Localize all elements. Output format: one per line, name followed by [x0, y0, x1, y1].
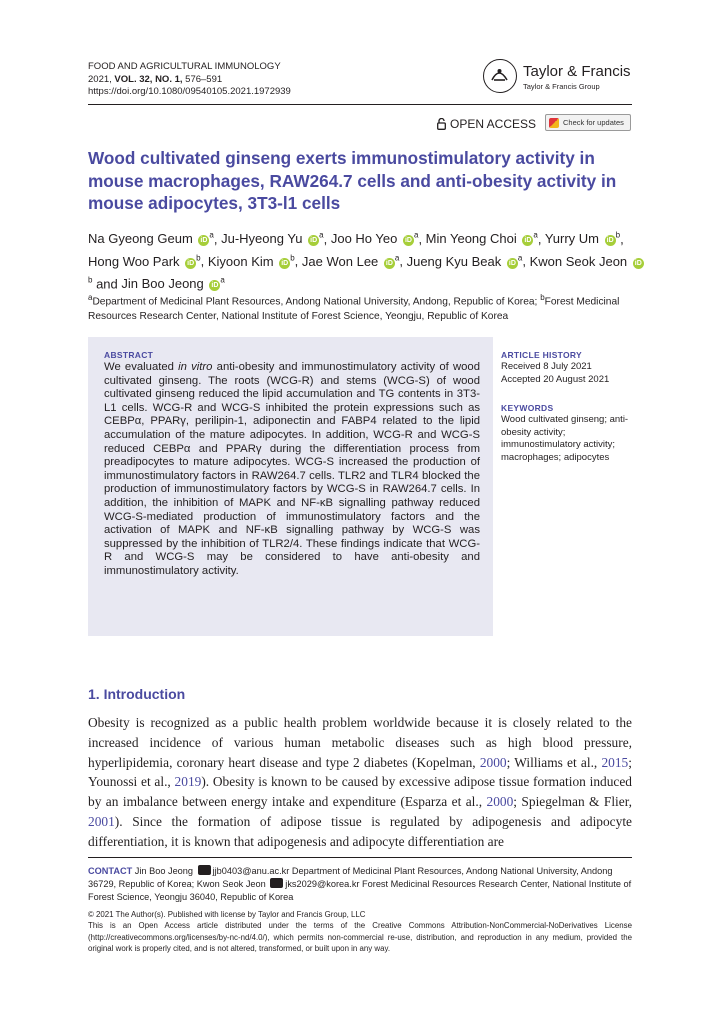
- author-name: Jae Won Lee: [301, 253, 379, 269]
- author-affiliation-mark: a: [533, 231, 538, 240]
- header-divider: [88, 104, 632, 105]
- author-name: Kiyoon Kim: [207, 253, 274, 269]
- citation-link[interactable]: 2000: [479, 754, 507, 770]
- author: [208, 254, 295, 269]
- contact-label: CONTACT: [88, 866, 133, 876]
- intro-paragraph: Obesity is recognized as a public health problem worldwide because it is closely related to the increased incidence of various human metabolic diseases such as high blood pressure, hyperlipidemia, coronary heart disease and type 2 diabetes (Kopelman, 2000; Williams et al., 2015; Younossi et al., 2019). Obesity is known to be caused by excessive adipose tissue formation induced by an imbalance between energy intake and expenditure (Esparza et al., 2000; Spiegelman & Flier, 2001). Since the formation of adipose tissue is regulated by adipogenesis and adipocyte differentiation, it is known that adipogenesis and adipocyte differentiation are: [88, 715, 632, 849]
- author-affiliation-mark: a: [319, 231, 324, 240]
- author-name: Jueng Kyu Beak: [406, 253, 502, 269]
- orcid-icon[interactable]: iD: [606, 237, 614, 245]
- footer-divider: [88, 857, 632, 858]
- email-link[interactable]: jks2029@korea.kr: [285, 879, 360, 890]
- received-date: Received 8 July 2021: [501, 361, 592, 372]
- publisher-logo-icon: [483, 59, 517, 93]
- open-access-label: OPEN ACCESS: [437, 117, 536, 131]
- check-updates-button[interactable]: Check for updates: [545, 114, 631, 131]
- author-affiliation-mark: a: [209, 231, 214, 240]
- abstract-heading: ABSTRACT: [104, 350, 154, 360]
- open-lock-icon: [437, 118, 446, 130]
- author-affiliation-mark: a: [517, 253, 523, 263]
- author: [121, 276, 224, 291]
- author: [426, 231, 538, 246]
- journal-name: FOOD AND AGRICULTURAL IMMUNOLOGY: [88, 61, 281, 72]
- publisher-group: Taylor & Francis Group: [523, 82, 600, 91]
- author-name: Joo Ho Yeo: [330, 231, 398, 247]
- article-history-heading: ARTICLE HISTORY: [501, 350, 583, 360]
- author: [221, 231, 324, 246]
- orcid-icon[interactable]: iD: [404, 237, 412, 245]
- contact-info: CONTACT Jin Boo Jeong jjb0403@anu.ac.kr Department of Medicinal Plant Resources, Andong National University, Andong 36729, Republic of Korea; Kwon Seok Jeon jks2029@korea.kr Forest Medicinal Resources Research Center, National Institute of Forest Science, Yeongju 36040, Republic of Korea: [88, 866, 632, 903]
- orcid-icon[interactable]: iD: [281, 259, 289, 267]
- citation-link[interactable]: 2001: [88, 813, 115, 829]
- author: [88, 254, 201, 269]
- author-affiliation-mark: b: [88, 275, 93, 285]
- author: [545, 231, 620, 246]
- author: [331, 231, 419, 246]
- author-affiliation-mark: a: [413, 231, 419, 240]
- publisher-name: Taylor & Francis: [523, 63, 631, 80]
- citation-link[interactable]: 2015: [601, 754, 629, 770]
- citation-link[interactable]: 2019: [174, 774, 202, 790]
- article-title: Wood cultivated ginseng exerts immunostimulatory activity in mouse macrophages, RAW264.7 cells and anti-obesity activity in mouse adipocytes, 3T3-l1 cells: [88, 148, 617, 213]
- author-affiliation-mark: b: [290, 253, 295, 263]
- orcid-icon[interactable]: iD: [200, 237, 208, 245]
- author-name: Hong Woo Park: [88, 253, 180, 269]
- orcid-icon[interactable]: iD: [187, 259, 195, 267]
- accepted-date: Accepted 20 August 2021: [501, 373, 610, 385]
- author-affiliation-mark: a: [394, 253, 400, 263]
- author-name: Na Gyeong Geum: [88, 231, 193, 247]
- journal-header: [88, 61, 291, 99]
- author: [88, 231, 214, 246]
- keywords: [501, 403, 631, 464]
- abstract-text: We evaluated in vitro anti-obesity and immunostimulatory activity of wood cultivated ginseng. The roots (WCG-R) and stems (WCG-S) of wood cultivated ginseng reduced the lipid accumulation and TG contents in 3T3-L1 cells. WCG-R and WCG-S inhibited the protein expressions such as CEBPα, PPARγ, perilipin-1, adiponectin and FABP4 related to the lipid accumulation of the mature adipocytes. In addition, WCG-R and WCG-S reduced CEBPα and PPARγ during the differentiation process from preadipocytes to mature adipocytes. WCG-S increased the production of immunostimulatory factors in RAW264.7 cells. TLR2 and TLR4 blocked the production of immunostimulatory factors by WCG-S in RAW264.7 cells. In addition, the inhibition of MAPK and NF-κB signalling pathway reduced WCG-S-mediated production of immunostimulatory factors and the activation of MAPK and NF-κB signalling pathway by WCG-S was suppressed by the inhibition of TLR2/4. These findings indicate that WCG-R and WCG-S may be considered to have anti-obesity and immunostimulatory activity.: [104, 361, 480, 577]
- author-affiliation-mark: a: [220, 275, 225, 285]
- email-icon: [198, 865, 211, 875]
- author: [302, 254, 399, 269]
- section-heading: 1. Introduction: [88, 686, 186, 702]
- keywords-list: Wood cultivated ginseng; anti-obesity activity; immunostimulatory activity; macrophages; adipocytes: [501, 414, 629, 463]
- orcid-icon[interactable]: iD: [508, 259, 516, 267]
- doi-link[interactable]: https://doi.org/10.1080/09540105.2021.1972939: [88, 86, 291, 97]
- author-name: Yurry Um: [544, 231, 599, 247]
- orcid-icon[interactable]: iD: [634, 259, 642, 267]
- orcid-icon[interactable]: iD: [385, 259, 393, 267]
- article-history: [501, 350, 636, 386]
- keywords-heading: KEYWORDS: [501, 403, 554, 413]
- affiliations: $^a$Department of Medicinal Plant Resources, Andong National University, Andong, Republic of Korea; $^b$Forest Medicinal Resources Research Center, National Institute of Forest Science, Yeongju, Republic of Korea: [88, 293, 620, 322]
- citation-link[interactable]: 2000: [486, 794, 514, 810]
- author-name: Ju-Hyeong Yu: [221, 231, 303, 247]
- orcid-icon[interactable]: iD: [524, 237, 532, 245]
- license-text: This is an Open Access article distributed under the terms of the Creative Commons Attribution-NonCommercial-NoDerivatives License (http://creativecommons.org/licenses/by-nc-nd/4.0/), which permits non-commercial re-use, distribution, and reproduction in any medium, provided the original work is properly cited, and is not altered, transformed, or built upon in any way.: [88, 921, 632, 954]
- author-affiliation-mark: b: [615, 231, 621, 240]
- orcid-icon[interactable]: iD: [211, 281, 219, 289]
- email-link[interactable]: jjb0403@anu.ac.kr: [212, 866, 290, 876]
- author-name: Kwon Seok Jeon: [529, 253, 628, 269]
- author-name: Min Yeong Choi: [425, 231, 517, 247]
- license-block: [88, 909, 632, 955]
- copyright-line: © 2021 The Author(s). Published with license by Taylor and Francis Group, LLC: [88, 910, 366, 919]
- author: [407, 254, 523, 269]
- crossmark-icon: [549, 118, 559, 128]
- journal-volume: 2021, VOL. 32, NO. 1, 576–591: [88, 73, 223, 85]
- author-list: Na Gyeong Geum $iD^a$, Ju-Hyeong Yu $iD^a$, Joo Ho Yeo $iD^a$, Min Yeong Choi $iD^a$, Yurry Um $iD^b$, Hong Woo Park $iD^b$, Kiyoon Kim $iD^b$, Jae Won Lee $iD^a$, Jueng Kyu Beak $iD^a$, Kwon Seok Jeon $iD^b$ and Jin Boo Jeong $iD^a$: [88, 231, 642, 291]
- author-name: Jin Boo Jeong: [121, 275, 204, 291]
- orcid-icon[interactable]: iD: [310, 237, 318, 245]
- author-affiliation-mark: b: [196, 253, 201, 263]
- publisher-logo: [483, 57, 633, 97]
- email-icon: [270, 878, 283, 888]
